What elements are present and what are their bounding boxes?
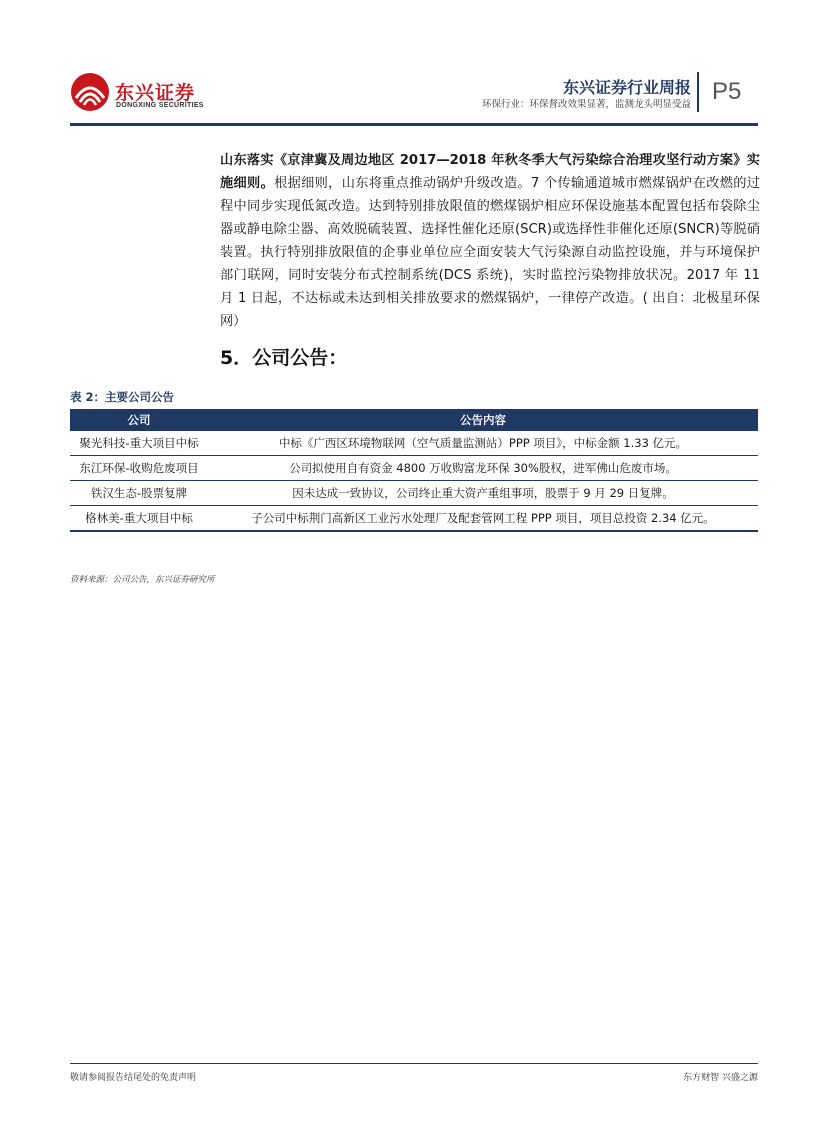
table-source: 资料来源：公司公告，东兴证券研究所 xyxy=(70,575,215,585)
table-caption: 表 2：主要公司公告 xyxy=(70,390,175,404)
footer-rule xyxy=(70,1063,758,1064)
cell-content: 因未达成一致协议，公司终止重大资产重组事项，股票于 9 月 29 日复牌。 xyxy=(208,481,758,506)
cell-company: 聚光科技-重大项目中标 xyxy=(70,431,208,456)
column-header-content: 公告内容 xyxy=(208,409,758,431)
announcements-table xyxy=(70,409,758,532)
header-divider xyxy=(697,72,699,112)
table-header-row xyxy=(70,409,758,431)
cell-company: 东江环保-收购危废项目 xyxy=(70,456,208,481)
report-subtitle: 环保行业：环保督改效果显著，监测龙头明显受益 xyxy=(481,99,691,110)
table-row xyxy=(70,431,758,456)
page-number: P5 xyxy=(712,78,742,105)
cell-content: 中标《广西区环境物联网（空气质量监测站）PPP 项目》，中标金额 1.33 亿元。 xyxy=(208,431,758,456)
report-title: 东兴证券行业周报 xyxy=(562,78,691,97)
table-row xyxy=(70,456,758,481)
logo-chinese-name: 东兴证券 xyxy=(115,82,196,104)
paragraph-text: 根据细则，山东将重点推动锅炉升级改造。7 个传输通道城市燃煤锅炉在改燃的过程中同步实现低氮改造。达到特别排放限值的燃煤锅炉相应环保设施基本配置包括布袋除尘器或静电除尘器、高效脱硫装置、选择性催化还原(SCR)或选择性非催化还原(SNCR)等脱硝装置。执行特别排放限值的企事业单位应全面安装大气污染源自动监控设施，并与环境保护部门联网，同时安装分布式控制系统(DCS 系统)，实时监控污染物排放状况。2017 年 11 月 1 日起，不达标或未达到相关排放要求的燃煤锅炉，一律停产改造。( 出自：北极星环保网） xyxy=(220,176,760,329)
cell-content: 公司拟使用自有资金 4800 万收购富龙环保 30%股权，进军佛山危废市场。 xyxy=(208,456,758,481)
footer-slogan: 东方财智 兴盛之源 xyxy=(683,1073,758,1083)
paragraph-lead: 山东落实《京津冀及周边地区 2017—2018 年秋冬季大气污染综合治理攻坚行动方案》实施细则。 xyxy=(220,153,760,191)
section-heading: 5．公司公告： xyxy=(220,347,348,369)
footer-disclaimer-note: 敬请参阅报告结尾处的免责声明 xyxy=(70,1073,197,1083)
table-row xyxy=(70,506,758,532)
cell-content: 子公司中标荆门高新区工业污水处理厂及配套管网工程 PPP 项目，项目总投资 2.34 亿元。 xyxy=(208,506,758,532)
cell-company: 格林美-重大项目中标 xyxy=(70,506,208,532)
table-row xyxy=(70,481,758,506)
header-rule xyxy=(70,123,758,126)
news-paragraph xyxy=(220,149,760,333)
logo-english-name: DONGXING SECURITIES xyxy=(116,102,204,109)
cell-company: 铁汉生态-股票复牌 xyxy=(70,481,208,506)
column-header-company: 公司 xyxy=(70,409,208,431)
dongxing-logo-icon xyxy=(70,72,110,112)
